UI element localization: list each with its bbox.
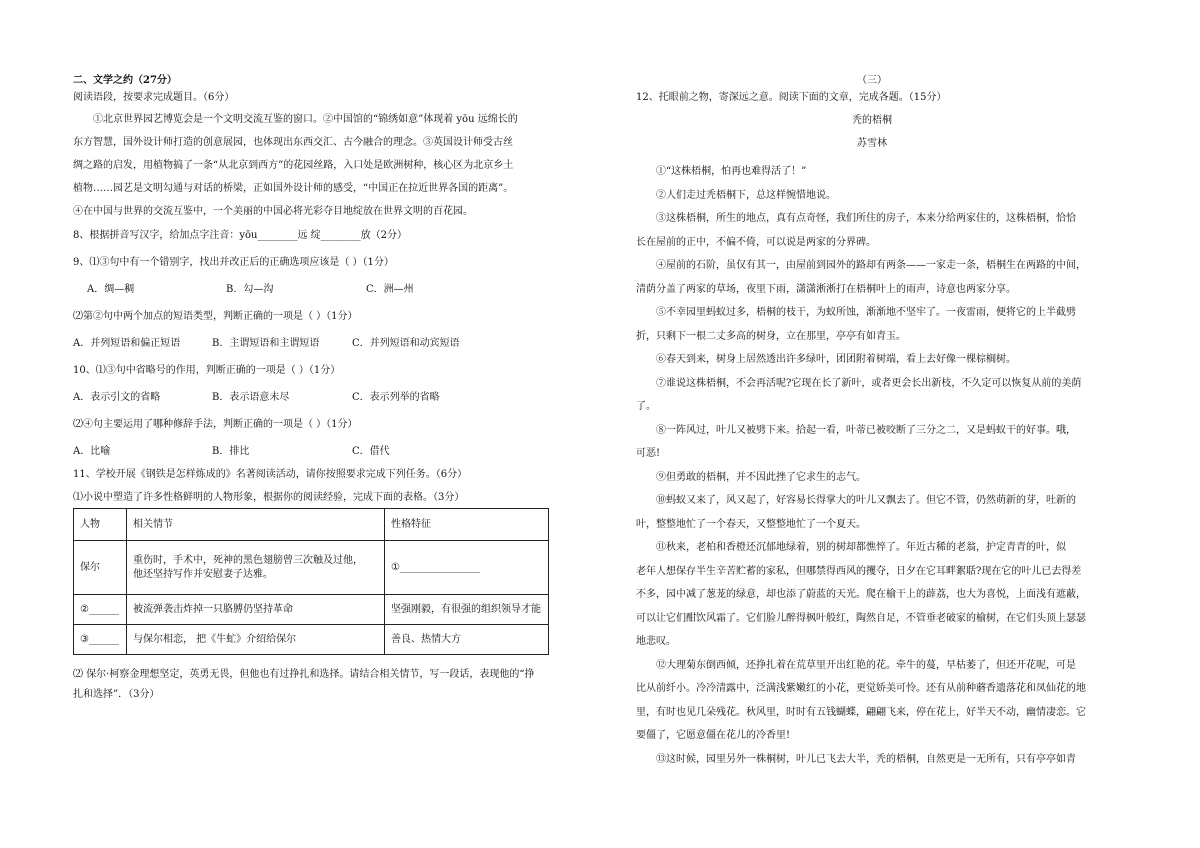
passage-line: 绸之路的启发，用植物搞了一条“从北京到西方”的花园丝路，入口处是欧洲树种，核心区为北京乡土	[73, 160, 514, 171]
question-9-1-options	[73, 283, 553, 296]
passage	[73, 108, 553, 223]
option-b[interactable]: B．表示语意未尽	[212, 392, 290, 403]
right-column	[636, 72, 1108, 771]
article-paragraph: ①“这株梧桐，怕再也难得活了！”	[656, 166, 807, 177]
option-c[interactable]: C．表示列举的省略	[352, 392, 440, 403]
question-11-1: ⑴小说中塑造了许多性格鲜明的人物形象，根据你的阅读经验，完成下面的表格。（3分）	[73, 492, 465, 503]
section-title: 二、文学之约（27分）	[73, 75, 177, 86]
question-11-2-cont: 扎和选择”．（3分）	[73, 689, 160, 700]
table-row	[74, 541, 549, 595]
article-paragraph-line: 比从前纤小。冷冷清露中，泛满浅紫嫩红的小花，更觉娇美可怜。还有从前种蘑香遗落花和凤仙花的地	[636, 683, 1086, 694]
option-c[interactable]: C．洲—州	[366, 284, 414, 295]
article-paragraph-line: 要僵了，它愿意僵在花儿的冷香里!	[636, 730, 791, 741]
table-cell: 善良、热情大方	[385, 625, 549, 655]
article-paragraph: ⑨但勇敢的梧桐，并不因此挫了它求生的志气。	[656, 471, 866, 483]
question-10-2-options	[73, 445, 553, 458]
table-cell: 保尔	[74, 541, 127, 595]
option-b[interactable]: B．主谓短语和主谓短语	[212, 338, 320, 349]
table-cell	[127, 541, 385, 595]
passage-line: 植物……园艺是文明勾通与对话的桥梁，正如国外设计师的感受，“中国正在拉近世界各国的距离”。	[73, 183, 514, 194]
article-paragraph: ⑤不幸园里蚂蚁过多，梧桐的枝干，为蚁所蚀，渐渐地不坚牢了。一夜雷雨，便将它的上半截劈	[656, 307, 1076, 318]
passage-line: ①北京世界园艺博览会是一个文明交流互鉴的窗口。②中国馆的“锦绣如意”体现着 yōu 远绵长的	[93, 114, 518, 125]
table-cell-blank[interactable]: ③______	[74, 625, 127, 655]
passage-line: 东方智慧，国外设计师打造的创意展园，也体现出东西交汇、古今融合的理念。③英国设计师受古丝	[73, 137, 513, 148]
table-cell: 与保尔相恋， 把《牛虻》介绍给保尔	[127, 625, 385, 655]
table-header: 人物	[74, 509, 127, 541]
option-a[interactable]: A．表示引文的省略	[73, 392, 161, 403]
question-11: 11、学校开展《钢铁是怎样炼成的》名著阅读活动，请你按照要求完成下列任务。（6分）	[73, 469, 468, 480]
article-paragraph-line: 清荫分盖了两家的草场，夜里下雨，潇潇淅淅打在梧桐叶上的雨声，诗意也两家分享。	[636, 283, 1016, 295]
article-paragraph-line: 里，有时也见几朵残花。秋风里，时时有五钱蝴蝶，翩翩飞来，停在花上，好半天不动，幽情凄恋。它	[636, 706, 1086, 718]
option-a[interactable]: A．并列短语和偏正短语	[73, 338, 181, 349]
article-paragraph-line: 长在屋前的正中，不偏不倚，可以说是两家的分界碑。	[636, 236, 876, 248]
passage-line: ④在中国与世界的交流互鉴中，一个美丽的中国必将光彩夺目地绽放在世界文明的百花园。	[73, 206, 473, 217]
table-cell: 被流弹袭击炸掉一只胳膊仍坚持革命	[127, 595, 385, 625]
question-11-2: ⑵ 保尔·柯察金理想坚定，英勇无畏，但他也有过挣扎和选择。请结合相关情节，写一段话，表现他的“挣	[73, 669, 535, 680]
article-paragraph: ⑥春天到来，树身上居然透出许多绿叶，团团附着树端，看上去好像一棵棕榈树。	[656, 354, 1016, 365]
article-paragraph: ②人们走过秃梧桐下，总这样惋惜地说。	[656, 189, 836, 201]
article-paragraph: ⑪秋来，老柏和香橙还沉郁地绿着，别的树却都憔悴了。年近古稀的老翁，护定青青的叶，似	[656, 542, 1066, 553]
character-table	[73, 508, 549, 655]
article-paragraph: ⑦谁说这株梧桐，不会再活呢?它现在长了新叶，或者更会长出新枝，不久定可以恢复从前的美荫	[656, 377, 1082, 389]
table-header: 性格特征	[385, 509, 549, 541]
option-a[interactable]: A．比喻	[73, 446, 111, 457]
table-cell-blank[interactable]: ①________________	[385, 541, 549, 595]
question-9-1: 9、⑴③句中有一个错别字，找出并改正后的正确选项应该是（ ）（1分）	[73, 257, 394, 268]
table-cell-line: 重伤时，手术中，死神的黑色翅膀曾三次触及过他，	[133, 554, 363, 566]
table-row	[74, 625, 549, 655]
article-paragraph: ⑬这时候，园里另外一株桐树，叶儿已飞去大半，秃的梧桐，自然更是一无所有，只有亭亭如青	[656, 753, 1076, 765]
article-paragraph: ⑧一阵风过，叶儿又被劈下来。拾起一看，叶蒂已被咬断了三分之二，又是蚂蚁干的好事。哦，	[656, 424, 1076, 436]
option-a[interactable]: A．绸—稠	[87, 284, 135, 295]
question-10-1: 10、⑴③句中省略号的作用，判断正确的一项是（ ）（1分）	[73, 365, 341, 376]
option-b[interactable]: B．排比	[212, 446, 250, 457]
table-header-row	[74, 509, 549, 541]
article-paragraph-line: 地悲叹。	[636, 636, 676, 647]
article-body	[636, 160, 1108, 771]
question-9-2: ⑵第②句中两个加点的短语类型，判断正确的一项是（ ）（1分）	[73, 311, 358, 322]
article-paragraph-line: 老年人想保存半生辛苦贮蓄的家私，但哪禁得西风的攫夺，日夕在它耳畔絮聒?现在它的叶儿已去得差	[636, 565, 1082, 577]
article-paragraph: ④屋前的石阶，虽仅有其一，由屋前到园外的路却有两条——一家走一条，梧桐生在两路的中间，	[656, 260, 1086, 271]
question-10-1-options	[73, 391, 553, 404]
article-paragraph-line: 折，只剩下一根二丈多高的树身，立在那里，亭亭有如青玉。	[636, 330, 906, 342]
reading-intro: 阅读语段，按要求完成题目。（6分）	[73, 92, 235, 103]
article-paragraph-line: 叶，整整地忙了一个春天，又整整地忙了一个夏天。	[636, 518, 866, 530]
question-10-2: ⑵④句主要运用了哪种修辞手法，判断正确的一项是（ ）（1分）	[73, 419, 358, 430]
article-paragraph: ⑩蚂蚁又来了，风又起了，好容易长得掌大的叶儿又飘去了。但它不管，仍然萌新的芽，吐新的	[656, 495, 1076, 506]
article-paragraph-line: 可以让它们酣饮风霜了。它们脸儿醉得枫叶般红，陶然自足，不管垂老破家的榆树，在它们头顶上瑟瑟	[636, 612, 1086, 624]
table-cell-blank[interactable]: ②______	[74, 595, 127, 625]
question-9-2-options	[73, 337, 553, 350]
section-marker: （三）	[857, 75, 887, 86]
article-paragraph: ③这株梧桐，所生的地点，真有点奇怪，我们所住的房子，本来分给两家住的，这株梧桐，恰恰	[656, 213, 1076, 224]
left-column	[73, 72, 553, 705]
article-paragraph: ⑫大理菊东倒西倾，还挣扎着在荒草里开出红艳的花。牵牛的蔓，早枯萎了，但还开花呢，可是	[656, 659, 1076, 671]
table-cell: 坚强刚毅，有很强的组织领导才能	[385, 595, 549, 625]
option-b[interactable]: B．勾—沟	[226, 284, 274, 295]
article-author: 苏雪林	[857, 138, 887, 149]
question-12: 12、托眼前之物，寄深远之意。阅读下面的文章，完成各题。（15分）	[636, 92, 947, 103]
option-c[interactable]: C．借代	[352, 446, 390, 457]
table-row	[74, 595, 549, 625]
article-paragraph-line: 不多，园中减了葱茏的绿意，却也添了蔚蓝的天光。爬在榆干上的薜荔，也大为喜悦，上面浅有遮蔽，	[636, 589, 1086, 600]
article-paragraph-line: 可恶!	[636, 448, 661, 459]
option-c[interactable]: C．并列短语和动宾短语	[352, 338, 460, 349]
article-title: 秃的梧桐	[852, 115, 892, 126]
question-8: 8、根据拼音写汉字，给加点字注音：yōu________远 绽________放（2分）	[73, 230, 408, 241]
article-paragraph-line: 了。	[636, 401, 656, 412]
table-cell-line: 他还坚持写作并安慰妻子达雅。	[133, 568, 273, 580]
table-header: 相关情节	[127, 509, 385, 541]
